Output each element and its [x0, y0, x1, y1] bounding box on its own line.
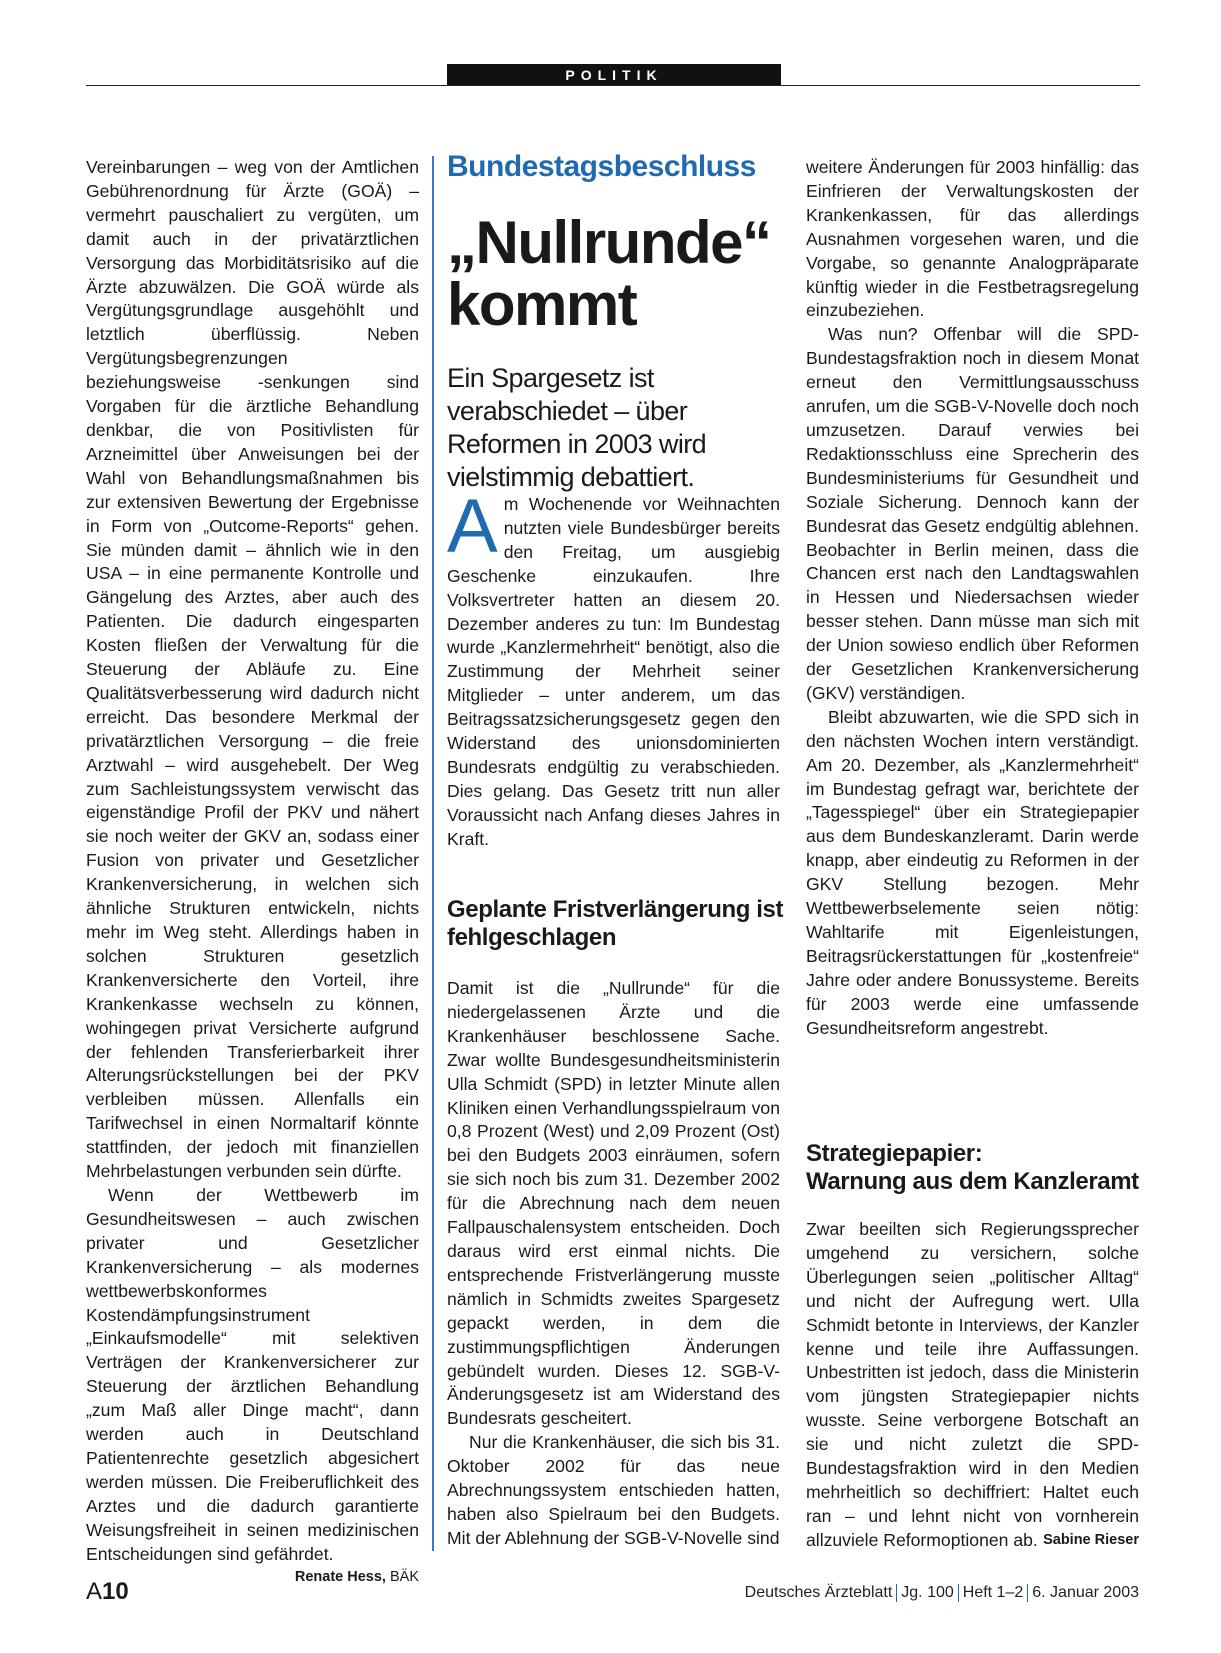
article-headline: „Nullrunde“ kommt — [447, 209, 771, 338]
drop-cap: A — [447, 484, 498, 569]
article-kicker: Bundestagsbeschluss — [447, 150, 756, 183]
article-paragraph-3: Nur die Krankenhäuser, die sich bis 31. Oktober 2002 für das neue Abrechnungssystem entschieden hatten, haben also Spielraum bei den Budgets. Mit der Ablehnung der SGB-V-Novelle sind — [447, 1432, 780, 1548]
author-signature-2: Sabine Rieser — [1043, 1531, 1139, 1548]
author-signature-1: Renate Hess, BÄK — [294, 1569, 419, 1586]
page-number: A10 — [86, 1578, 129, 1605]
article-body-col2 — [447, 977, 780, 1551]
article-paragraph-4: weitere Änderungen für 2003 hinfällig: das Einfrieren der Verwaltungskosten der Krankenkassen, für das allerdings Ausnahmen vorgesehen waren, und die Vorgabe, so genannte Analogpräparate künftig wieder in die Festbetragsregelung einzubeziehen. — [806, 157, 1139, 321]
article-paragraph-5: Was nun? Offenbar will die SPD-Bundestagsfraktion noch in diesem Monat erneut den Vermittlungsausschuss anrufen, um die SGB-V-Novelle doch noch umzusetzen. Darauf verwies bei Redaktionsschluss eine Sprecherin des Bundesministeriums für Gesundheit und Soziale Sicherung. Dennoch kann der Bundesrat das Gesetz endgültig ablehnen. Beobachter in Berlin meinen, dass die Chancen erst nach den Landtagswahlen in Hessen und Niedersachsen wieder besser stehen. Dann müsse man sich mit der Union sowieso endlich über Reformen der Gesetzlichen Krankenversicherung (GKV) verständigen. — [806, 324, 1139, 703]
article-lead: Am Wochenende vor Weihnachten nutzten viele Bundesbürger bereits den Freitag, um ausgiebig Geschenke einzukaufen. Ihre Volksvertreter hatten an diesem 20. Dezember anderes zu tun: Im Bundestag wurde „Kanzlermehrheit“ benötigt, also die Zustimmung der Mehrheit seiner Mitglieder – unter anderem, um das Beitragssatzsicherungsgesetz gegen den Widerstand des unionsdominierten Bundesrats endgültig zu verabschieden. Dies gelang. Das Gesetz tritt nun aller Voraussicht nach Anfang dieses Jahres in Kraft. — [447, 484, 780, 849]
column-divider — [432, 156, 434, 1551]
article-dek: Ein Spargesetz ist verabschiedet – über Reformen in 2003 wird vielstimmig debattiert. — [447, 363, 707, 492]
section-rubric: POLITIK — [447, 64, 781, 86]
col1-paragraph-2: Wenn der Wettbewerb im Gesundheitswesen – auch zwischen privater und Gesetzlicher Krankenversicherung – als modernes wettbewerbskonformes Kostendämpfungsinstrument „Einkaufsmodelle“ mit selektiven Verträgen der Krankenversicherer zur Steuerung der ärztlichen Behandlung „zum Maß aller Dinge macht“, dann werden auch in Deutschland Patientenrechte gesetzlich abgesichert werden müssen. Die Freiberuflichkeit des Arztes und die dadurch garantierte Weisungsfreiheit in seinen medizinischen Entscheidungen sind gefährdet. Renate Hess, BÄK — [86, 1184, 419, 1567]
column-1 — [86, 156, 419, 1590]
article-paragraph-6: Bleibt abzuwarten, wie die SPD sich in den nächsten Wochen intern verständigt. Am 20. Dezember, als „Kanzlermehrheit“ im Bundestag gefragt war, berichtete der „Tagesspiegel“ über ein Strategiepapier aus dem Bundeskanzleramt. Darin werde knapp, aber eindeutig zu Reformen in der GKV Stellung bezogen. Mehr Wettbewerbselemente seien nötig: Wahltarife mit Eigenleistungen, Beitragsrückerstattungen für „kostenfreie“ Jahre oder andere Bonussysteme. Bereits für 2003 werde eine umfassende Gesundheitsreform angestrebt. — [806, 706, 1139, 1038]
article-paragraph-7: Zwar beeilten sich Regierungssprecher umgehend zu versichern, solche Überlegungen seien „politischer Alltag“ und nicht der Aufregung wert. Ulla Schmidt betonte in Interviews, der Kanzler kenne und teile ihre Auffassungen. Unbestritten ist jedoch, dass die Ministerin vom jüngsten Strategiepapier nichts wusste. Seine verborgene Botschaft an sie und nicht zuletzt die SPD-Bundestagsfraktion wird in den Medien mehrheitlich so dechiffriert: Haltet euch ran – und lehnt nicht von vornherein allzuviele Reformoptionen ab. Sabine Rieser — [806, 1218, 1139, 1553]
subheading-2: Strategiepapier: Warnung aus dem Kanzleramt — [806, 1140, 1139, 1195]
article-body-col3 — [806, 156, 1139, 1041]
subheading-1: Geplante Fristverlängerung ist fehlgeschlagen — [447, 896, 784, 951]
col1-paragraph-1: Vereinbarungen – weg von der Amtlichen Gebührenordnung für Ärzte (GOÄ) – vermehrt pauschaliert zu vergüten, um damit auch in der privatärztlichen Versorgung das Morbiditätsrisiko auf die Ärzte abzuwälzen. Die GOÄ würde als Vergütungsgrundlage ausgehöhlt und letztlich überflüssig. Neben Vergütungsbegrenzungen beziehungsweise -senkungen sind Vorgaben für die ärztliche Behandlung denkbar, die von Positivlisten für Arzneimittel über Anweisungen bei der Wahl von Behandlungsmaßnahmen bis zur extensiven Bewertung der Ergebnisse in Form von „Outcome-Reports“ gehen. Sie münden damit – ähnlich wie in den USA – in eine permanente Kontrolle und Gängelung des Arztes, aber auch des Patienten. Die dadurch eingesparten Kosten fließen der Verwaltung für die Steuerung der Abläufe zu. Eine Qualitätsverbesserung wird dadurch nicht erreicht. Das besondere Merkmal der privatärztlichen Versorgung – die freie Arztwahl – wird ausgehebelt. Der Weg zum Sachleistungssystem verwischt das eigenständige Profil der PKV und nähert sie noch weiter der GKV an, sodass einer Fusion von privater und Gesetzlicher Krankenversicherung, in welchen sich ähnliche Strukturen entwickeln, nichts mehr im Weg steht. Allerdings haben in solchen Strukturen gesetzlich Krankenversicherte den Vorteil, ihre Krankenkasse wechseln zu können, wohingegen privat Versicherte aufgrund der fehlenden Transferierbarkeit ihrer Alterungsrückstellungen bei der PKV verbleiben müssen. Allenfalls ein Tarifwechsel in einen Normaltarif könnte stattfinden, der jedoch mit finanziellen Mehrbelastungen verbunden sein dürfte. — [86, 157, 419, 1182]
journal-footer: Deutsches Ärzteblatt Jg. 100 Heft 1–2 6. Januar 2003 — [744, 1584, 1139, 1602]
header-rule — [86, 85, 1140, 86]
article-body-col3-bottom — [806, 1218, 1139, 1553]
article-paragraph-2: Damit ist die „Nullrunde“ für die niedergelassenen Ärzte und die Krankenhäuser beschlossene Sache. Zwar wollte Bundesgesundheitsministerin Ulla Schmidt (SPD) in letzter Minute allen Kliniken einen Verhandlungsspielraum von 0,8 Prozent (West) und 2,09 Prozent (Ost) bei den Budgets 2003 einräumen, sofern sie sich noch bis zum 31. Dezember 2002 für die Abrechnung nach dem neuen Fallpauschalensystem entscheiden. Doch daraus wird erst einmal nichts. Die entsprechende Fristverlängerung musste nämlich in Schmidts zweites Spargesetz gepackt werden, in dem die zustimmungspflichtigen Änderungen gebündelt wurden. Dieses 12. SGB-V-Änderungsgesetz ist am Widerstand des Bundesrats gescheitert. — [447, 978, 780, 1429]
